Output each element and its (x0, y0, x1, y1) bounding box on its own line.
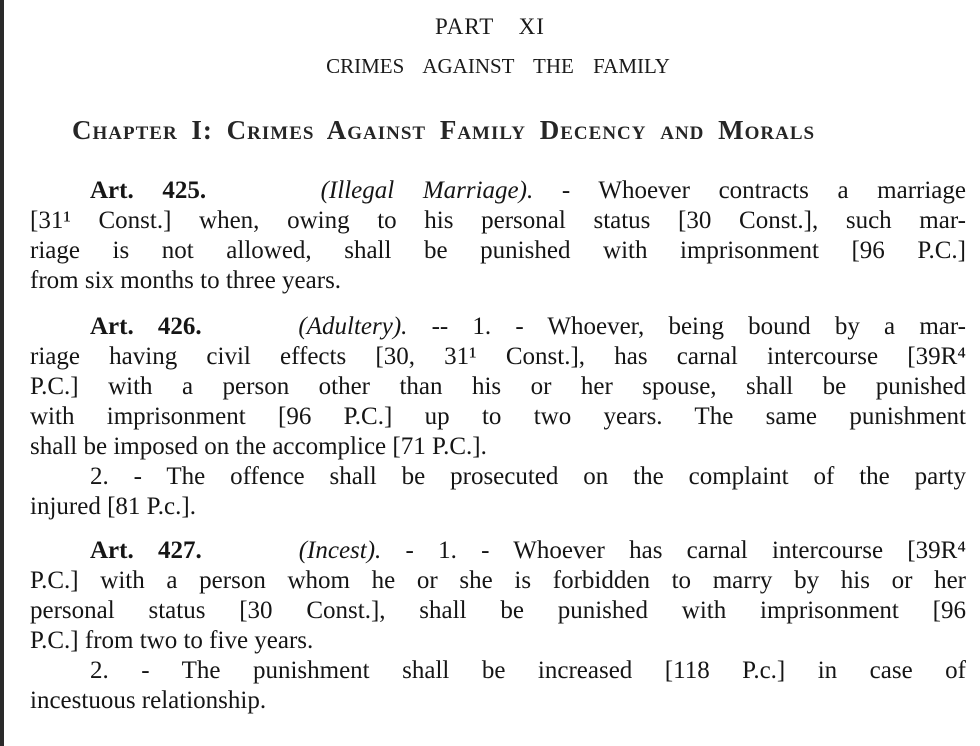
article-426 (30, 312, 966, 522)
article-line: with imprisonment [96 P.C.] up to two years. The same punishment (30, 403, 966, 430)
article-line: riage having civil effects [30, 31¹ Const.], has carnal intercourse [39R⁴ (30, 343, 966, 370)
article-line: from six months to three years. (30, 267, 342, 294)
article-line: 2. - The punishment shall be increased [118 P.c.] in case of (90, 657, 966, 684)
article-line: P.C.] with a person other than his or her spouse, shall be punished (30, 373, 966, 400)
article-line (30, 536, 966, 566)
article-text: -- 1. - Whoever, being bound by a mar- (407, 313, 967, 340)
article-label: Art. 427. (90, 537, 202, 564)
article-title: (Adultery). (298, 313, 408, 340)
article-line: riage is not allowed, shall be punished with imprisonment [96 P.C.] (30, 237, 966, 264)
article-line: injured [81 P.c.]. (30, 493, 196, 520)
article-text: - 1. - Whoever has carnal intercourse [39R⁴ (381, 537, 966, 564)
article-line: 2. - The offence shall be prosecuted on the complaint of the party (90, 463, 966, 490)
article-line (30, 176, 966, 206)
page-left-border (0, 0, 4, 746)
article-label: Art. 425. (90, 177, 207, 204)
article-line: [31¹ Const.] when, owing to his personal status [30 Const.], such mar- (30, 207, 966, 234)
part-subtitle: CRIMES AGAINST THE FAMILY (326, 54, 670, 78)
article-line: personal status [30 Const.], shall be punished with imprisonment [96 (30, 597, 966, 624)
article-425 (30, 176, 966, 296)
article-427 (30, 536, 966, 716)
article-text: - Whoever contracts a marriage (533, 177, 966, 204)
article-label: Art. 426. (90, 313, 202, 340)
article-line: P.C.] with a person whom he or she is forbidden to marry by his or her (30, 567, 966, 594)
article-line: incestuous relationship. (30, 687, 267, 714)
article-line: shall be imposed on the accomplice [71 P.C.]. (30, 433, 487, 460)
article-line (30, 312, 966, 342)
article-line: P.C.] from two to five years. (30, 627, 314, 654)
article-title: (Illegal Marriage). (320, 177, 534, 204)
part-title: PART XI (435, 14, 545, 39)
article-title: (Incest). (298, 537, 382, 564)
chapter-heading: Chapter I: Crimes Against Family Decency and Morals (72, 115, 816, 145)
